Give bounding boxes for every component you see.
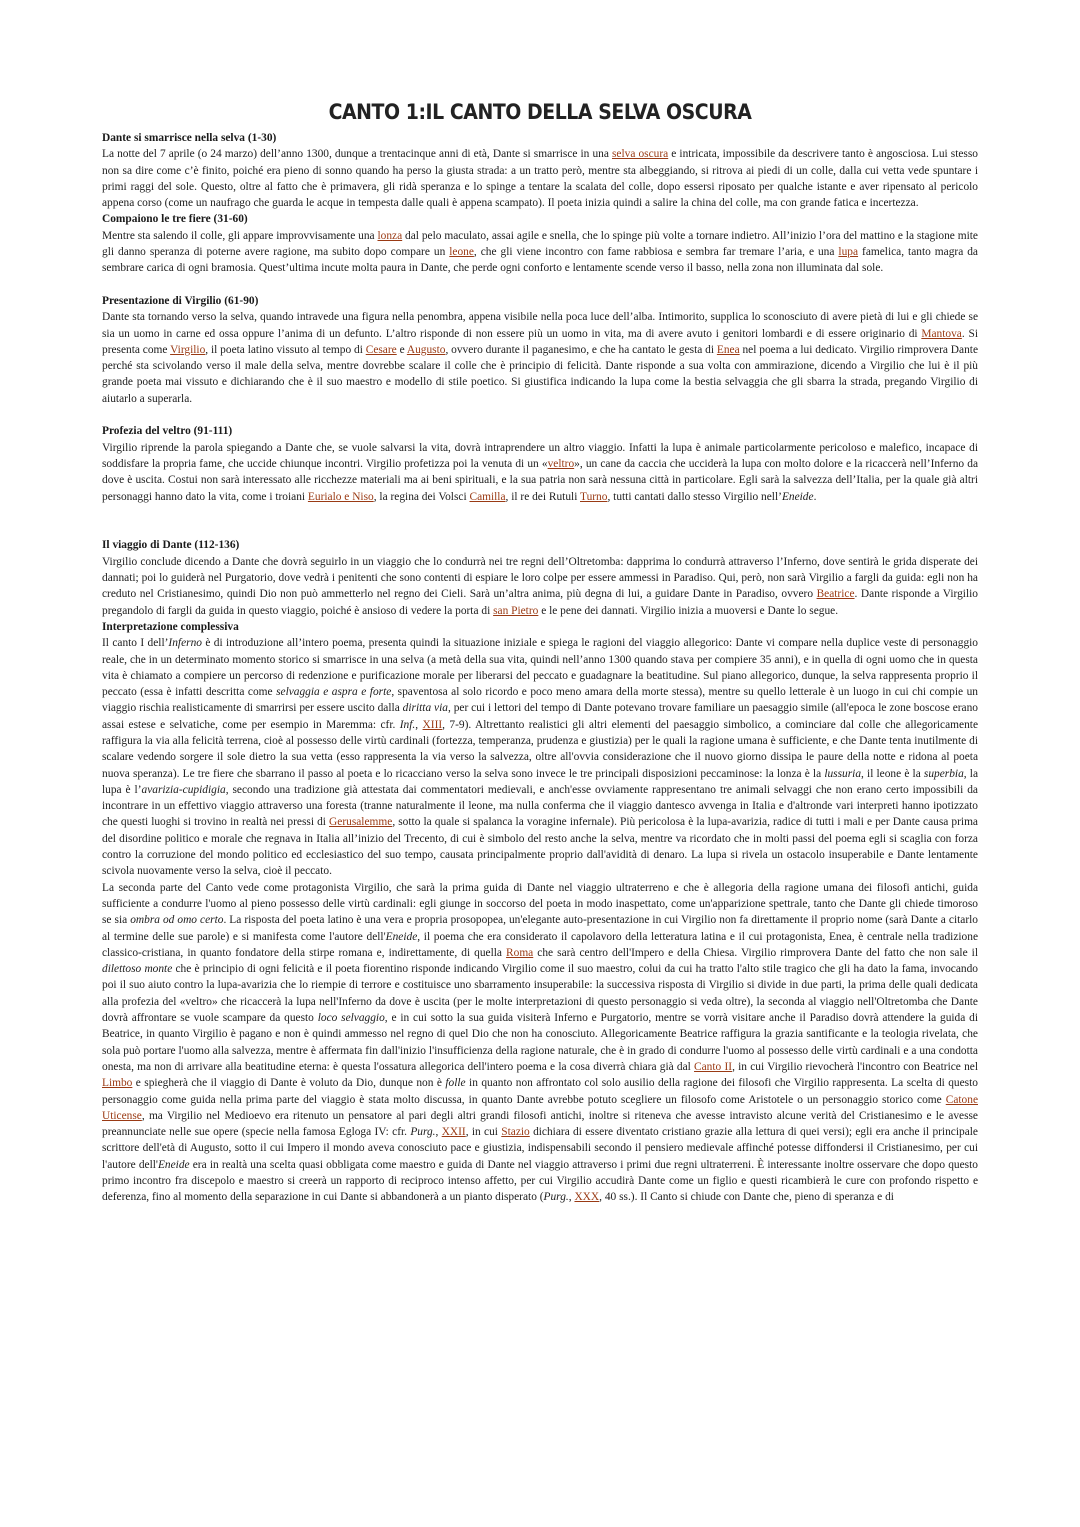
inline-link[interactable]: veltro	[547, 457, 575, 470]
section-paragraph	[102, 228, 978, 277]
text-run: . La risposta del poeta latino è una vera e propria prosopopea, un'elegante auto-presentazione in cui Virgilio non fa direttamente il proprio nome (sarà Dante a citarlo al termine delle sue parole) e si manifesta come l'autore dell'	[102, 914, 978, 943]
text-run: , 7-9). Altrettanto realistici gli altri elementi del paesaggio simbolico, a cominciare dal colle che allegoricamente raffigura la via alla felicità terrena, cioè al possesso delle virtù cardinali (fortezza, temperanza, prudenza e giustizia) per le quali la ragione umana è sufficiente, e che Dante tenta inutilmente di scalare vedendo sorgere il sole dietro la sua vetta (esso rappresenta la via verso la salvezza, oltre all'ovvia considerazione che il nuovo giorno dissipa le paure della notte e ridona al poeta nuova speranza). Le tre fiere che sbarrano il passo al poeta e lo ricacciano verso la selva sono invece le tre principali disposizioni peccaminose: la lonza è la	[102, 718, 978, 780]
text-run: , per cui i lettori del tempo di Dante potevano trovare familiare un paesaggio simile (all'epoca le zone boscose erano assai estese e selvatiche, come per esempio in Maremma: cfr.	[102, 702, 978, 731]
inline-link[interactable]: lonza	[377, 229, 403, 242]
italic-text: Inf.	[399, 718, 416, 731]
section-heading: Dante si smarrisce nella selva (1-30)	[102, 132, 277, 144]
text-run: ,	[415, 718, 423, 731]
section-heading: Profezia del veltro (91-111)	[102, 425, 233, 438]
text-run: e intricata, impossibile da descrivere tanto è angosciosa. Lui stesso non sa dire come c’è finito, poiché era pieno di sonno quando ha perso la giusta strada: a un tratto però, mentre sta albeggiando, si ritrova ai piedi di un colle, dalla cui vetta vede spuntare i primi raggi del sole. Questo, oltre al fatto che è primavera, gli ridà speranza e lo spinge a tentare la scalata del colle, dopo essersi riposato per qualche istante e aver ripensato al pericolo appena corso (come un naufrago che guarda le acque in tempesta dalle quali è appena scampato). Il poeta inizia quindi a salire la china del colle, ma con grande fatica e incertezza.	[102, 148, 978, 210]
italic-text: Inferno	[168, 637, 202, 650]
section-heading: Presentazione di Virgilio (61-90)	[102, 294, 259, 307]
inline-link[interactable]: Turno	[580, 490, 608, 503]
text-run: , spaventosa al solo ricordo e poco meno amara della morte stessa), mentre su quello letterale è un luogo in cui chi compie un viaggio rischia realisticamente di smarrirsi per essere uscito dalla	[102, 686, 978, 715]
text-run: , ovvero durante il paganesimo, e che ha cantato le gesta di	[445, 343, 717, 356]
italic-text: lussuria	[824, 767, 862, 780]
inline-link[interactable]: Augusto	[406, 343, 446, 356]
text-run: , il poeta latino vissuto al tempo di	[205, 343, 366, 356]
inline-link[interactable]: Camilla	[469, 490, 506, 503]
section-paragraph	[102, 635, 978, 879]
text-run: , il re dei Rutuli	[505, 490, 581, 503]
text-run: . Si presenta come	[102, 327, 978, 356]
inline-link[interactable]: Beatrice	[816, 588, 855, 601]
inline-link[interactable]: leone	[449, 246, 474, 259]
inline-link[interactable]: XXII	[441, 1126, 466, 1139]
text-run: , che gli viene incontro con fame rabbiosa e sembra far tremare l’aria, e una	[473, 246, 839, 259]
italic-text: avarizia-cupidigia	[141, 783, 226, 796]
text-run: era in realtà una scelta quasi obbligata come maestro e guida di Dante nel viaggio attraverso i primi due regni ultraterreni. È interessante inoltre osservare che dopo questo primo incontro fra discepolo e maestro si creerà un rapporto di reciproco intenso affetto, per cui Virgilio accudirà Dante come un figlio e questi ricambierà le cure con profondo rispetto e deferenza, fino al momento della separazione in cui Dante si abbandonerà a un pianto disperato (	[102, 1158, 978, 1204]
italic-text: diritta via	[402, 702, 448, 715]
inline-link[interactable]: XXX	[574, 1191, 600, 1204]
text-run: ,	[568, 1191, 575, 1204]
section-spacer	[102, 277, 978, 293]
section-heading: Interpretazione complessiva	[102, 620, 239, 633]
italic-text: ombra od omo certo	[130, 914, 224, 927]
text-run: , il leone è la	[861, 767, 924, 780]
text-run: , la lupa è l’	[102, 767, 979, 796]
document-body	[102, 130, 978, 1206]
inline-link[interactable]: Mantova	[921, 327, 962, 340]
italic-text: superbia	[923, 767, 964, 780]
section-paragraph	[102, 880, 978, 1206]
text-run: , ma Virgilio nel Medioevo era ritenuto un pensatore al pari degli altri grandi filosofi antichi, inoltre si riteneva che avesse intravisto alcune verità del Cristianesimo e le avesse preannunciate nelle sue opere (specie nella famosa Egloga IV: cfr.	[102, 1109, 978, 1139]
text-run: nel poema a lui dedicato. Virgilio rimprovera Dante perché sta scivolando verso il male della selva, mentre dovrebbe scalare il colle che è principio di felicità. Dante risponde a sua volta con ammirazione, dicendo a Virgilio che lui è il più grande poeta mai vissuto e dichiarando che è il suo maestro e modello di stile poetico. Si giustifica indicando la lupa come la bestia selvaggia che gli sbarra la strada, pregando Virgilio di aiutarlo a superarla.	[102, 343, 979, 405]
text-run: , in cui	[465, 1126, 502, 1139]
section-paragraph	[102, 440, 978, 505]
inline-link[interactable]: Catone Uticense	[102, 1093, 978, 1122]
inline-link[interactable]: Cesare	[365, 343, 397, 356]
inline-link[interactable]: Gerusalemme	[329, 816, 393, 829]
text-run: e	[396, 343, 407, 356]
inline-link[interactable]: Eurialo e Niso	[307, 490, 374, 503]
text-run: , la regina dei Volsci	[373, 490, 470, 503]
inline-link[interactable]: XIII	[422, 718, 443, 731]
text-run: , sotto la quale si spalanca la voragine infernale). Più pericolosa è la lupa-avarizia, radice di tutti i mali e per Dante causa prima del disordine politico e morale che regnava in Italia all’inizio del Trecento, di cui è simbolo del resto anche la selva, mentre va ricordato che in molti passi del poema egli si scaglia con forza contro la corruzione del mondo politico ed ecclesiastico del suo tempo, causata principalmente proprio dall'avidità di denaro. La lupa si rivela un ostacolo insuperabile e Dante lentamente scivola nuovamente verso la selva, cioè il peccato.	[102, 816, 978, 878]
italic-text: Eneide	[385, 930, 418, 943]
inline-link[interactable]: Limbo	[102, 1077, 133, 1090]
italic-text: loco selvaggio	[317, 1012, 385, 1025]
text-run: Virgilio riprende la parola spiegando a Dante che, se vuole salvarsi la vita, dovrà intraprendere un altro viaggio. Infatti la lupa è animale particolarmente pericoloso e malefico, incapace di soddisfare la propria fame, che uccide chiunque incontri. Virgilio profetizza poi la venuta di un «	[102, 441, 978, 470]
inline-link[interactable]: lupa	[838, 246, 859, 259]
section-heading: Compaiono le tre fiere (31-60)	[102, 213, 248, 226]
text-run: , tutti cantati dallo stesso Virgilio nell’	[607, 490, 782, 503]
text-run: , secondo una tradizione già attestata dai commentatori medievali, e anch'esse ovviamente rappresentano tre animali selvaggi che non erano certo impossibili da incontrare in un effettivo viaggio attraverso una foresta (tranne naturalmente il leone, ma nulla conferma che il viaggio dantesco avvenga in Italia e d'altronde vari interpreti hanno ipotizzato che questi luoghi si trovino in realtà nei pressi di	[102, 783, 978, 829]
text-run: famelica, tanto magra da sembrare carica di ogni bramosia. Quest’ultima incute molta paura in Dante, che perde ogni conforto e lentamente scende verso il basso, nella zona non illuminata dal sole.	[102, 246, 978, 275]
text-run: è di introduzione all’intero poema, presenta quindi la situazione iniziale e spiega le ragioni del viaggio allegorico: Dante vi compare nella duplice veste di personaggio reale, che in un determinato momento storico si smarrisce in una selva (a metà della sua vita, quindi nell’anno 1300 quando stava per compiere 35 anni), e in quella di ogni uomo che in questa vita è chiamato a compiere un percorso di redenzione e purificazione morale per liberarsi del peccato e guadagnare la beatitudine. Sul piano allegorico, dunque, la selva rappresenta proprio il peccato (essa è infatti descritta come	[102, 637, 978, 699]
text-run: ,	[435, 1126, 442, 1139]
section-spacer	[102, 407, 978, 423]
inline-link[interactable]: Virgilio	[170, 343, 206, 356]
text-run: Virgilio conclude dicendo a Dante che dovrà seguirlo in un viaggio che lo condurrà nei tre regni dell’Oltretomba: dapprima lo condurrà attraverso l’Inferno, dove sentirà le grida disperate dei dannati; poi lo guiderà nel Purgatorio, dove vedrà i penitenti che sono contenti di espiare le loro colpe per essere ammessi in Paradiso. Qui, però, non sarà Virgilio a fargli da guida: egli non ha creduto nel Cristianesimo, quindi Dio non può ammetterlo nel regno dei Cieli. Sarà un’altra anima, più degna di lui, a guidare Dante in Paradiso, ovvero	[102, 555, 978, 601]
italic-text: Eneide	[781, 490, 814, 503]
inline-link[interactable]: selva oscura	[612, 148, 669, 161]
text-run: che è principio di ogni felicità e il poeta fiorentino risponde indicando Virgilio come il suo maestro, colui da cui ha tratto l'alto stile tragico che gli ha dato la fama, invocando poi il suo aiuto contro la lupa-avarizia che lo riempie di terrore e costituisce uno sbarramento insuperabile: la successiva risposta di Virgilio si divide in due parti, la prima delle quali dedicata alla profezia del «veltro» che ricaccerà la lupa nell'Inferno da dove è uscita (per le molte interpretazioni di questo personaggio si veda oltre), la seconda al viaggio nell'Oltretomba che Dante dovrà affrontare se vuole scampare da questo	[102, 963, 978, 1025]
text-run: . Dante risponde a Virgilio pregandolo di fargli da guida in questo viaggio, poiché è ansioso di vedere la porta di	[102, 588, 978, 617]
section-paragraph	[102, 146, 978, 211]
section-heading: Il viaggio di Dante (112-136)	[102, 539, 240, 552]
page-title: CANTO 1:IL CANTO DELLA SELVA OSCURA	[328, 100, 752, 124]
text-run: che sarà centro dell'Impero e della Chiesa. Virgilio rimprovera Dante del fatto che non sale il	[533, 946, 979, 959]
text-run: e spiegherà che il viaggio di Dante è voluto da Dio, dunque non è	[132, 1077, 446, 1090]
italic-text: Purg.	[543, 1191, 569, 1204]
italic-text: Eneide	[157, 1158, 190, 1171]
italic-text: selvaggia e aspra e forte	[276, 686, 392, 699]
text-run: Il canto I dell’	[102, 637, 169, 650]
inline-link[interactable]: Enea	[716, 343, 740, 356]
section-paragraph	[102, 309, 978, 407]
inline-link[interactable]: Stazio	[501, 1126, 530, 1139]
text-run: La seconda parte del Canto vede come protagonista Virgilio, che sarà la prima guida di Dante nel viaggio ultraterreno e che è allegoria della ragione umana dei filosofi antichi, guida sufficiente a condurre l'uomo al pieno possesso delle virtù cardinali: egli giunge in soccorso del poeta in modo inaspettato, come un'apparizione spettrale, tanto che Dante gli chiede timoroso se sia	[102, 881, 978, 927]
text-run: Mentre sta salendo il colle, gli appare improvvisamente una	[102, 229, 378, 242]
section-spacer	[102, 505, 978, 538]
text-run: , e in cui sotto la sua guida visiterà Inferno e Purgatorio, mentre se vorrà visitare anche il Paradiso dovrà attendere la guida di Beatrice, in quanto Virgilio è pagano e non è quindi ammesso nel regno di quel Dio che non ha conosciuto. Allegoricamente Beatrice raffigura la grazia santificante e la teologia rivelata, che sola può portare l'uomo alla salvezza, mentre è affermata fin dall'inizio l'insufficienza della ragione naturale, che è in grado di condurre l'uomo al possesso delle virtù cardinali e a una condotta onesta, ma non di arrivare alla beatitudine eterna: è questa l'ossatura allegorica dell'intero poema e la cosa diverrà chiara già dal	[102, 1012, 978, 1073]
text-run: dichiara di essere diventato cristiano grazie alla lettura di quei versi); egli era anche il principale scrittore dell'età di Augusto, sotto il cui Impero il mondo aveva conosciuto pace e giustizia, indispensabili secondo il pensiero medievale affinché potesse diffondersi il Cristianesimo, per cui l'autore dell'	[102, 1126, 978, 1171]
italic-text: Purg.	[410, 1126, 436, 1139]
inline-link[interactable]: Canto II	[694, 1060, 733, 1073]
text-run: », un cane da caccia che ucciderà la lupa con molto dolore e la ricaccerà nell’Inferno da dove è uscita. Costui non sarà interessato alle ricchezze materiali ma ai beni spirituali, e la sua patria non sarà nessuna città in particolare. Egli sarà la salvezza dell’Italia, per la quale già altri personaggi hanno dato la vita, come i troiani	[102, 457, 978, 503]
text-run: e le pene dei dannati. Virgilio inizia a muoversi e Dante lo segue.	[538, 604, 839, 617]
document-page	[102, 98, 978, 1206]
text-run: La notte del 7 aprile (o 24 marzo) dell’anno 1300, dunque a trentacinque anni di età, Dante si smarrisce in una	[102, 148, 612, 161]
text-run: , il poema che era considerato il capolavoro della letteratura latina e il cui protagonista, Enea, è centrale nella tradizione classico-cristiana, in quanto fondatore della stirpe romana e, indirettamente, di quella	[102, 930, 979, 959]
text-run: Dante sta tornando verso la selva, quando intravede una figura nella penombra, appena visibile nella poca luce dell’alba. Intimorito, supplica lo sconosciuto di avere pietà di lui e gli chiede se sia un uomo in carne ed ossa oppure l’anima di un defunto. L’altro risponde di non essere più un uomo in vita, ma di avere avuto i genitori lombardi e di essere originario di	[102, 311, 978, 340]
text-run: , in cui Virgilio rievocherà l'incontro con Beatrice nel	[732, 1060, 978, 1073]
text-run: dal pelo maculato, assai agile e snella, che lo spinge più volte a tornare indietro. All’inizio l’ora del mattino e la stagione mite gli danno speranza di poterne avere ragione, ma subito dopo compare un	[102, 229, 978, 259]
text-run: in quanto non affrontato col solo ausilio della ragione dei filosofi che Virgilio rappresenta. La scelta di questo personaggio come guida nella prima parte del viaggio è stata molto discussa, in quanto Dante avrebbe potuto scegliere un filosofo come Aristotele o un personaggio storico come	[102, 1077, 978, 1106]
text-run: , 40 ss.). Il Canto si chiude con Dante che, pieno di speranza e di	[599, 1191, 894, 1204]
text-run: .	[813, 490, 817, 503]
inline-link[interactable]: san Pietro	[493, 604, 539, 617]
inline-link[interactable]: Roma	[506, 946, 534, 959]
italic-text: folle	[445, 1077, 466, 1090]
section-paragraph	[102, 554, 978, 619]
italic-text: dilettoso monte	[102, 963, 173, 976]
